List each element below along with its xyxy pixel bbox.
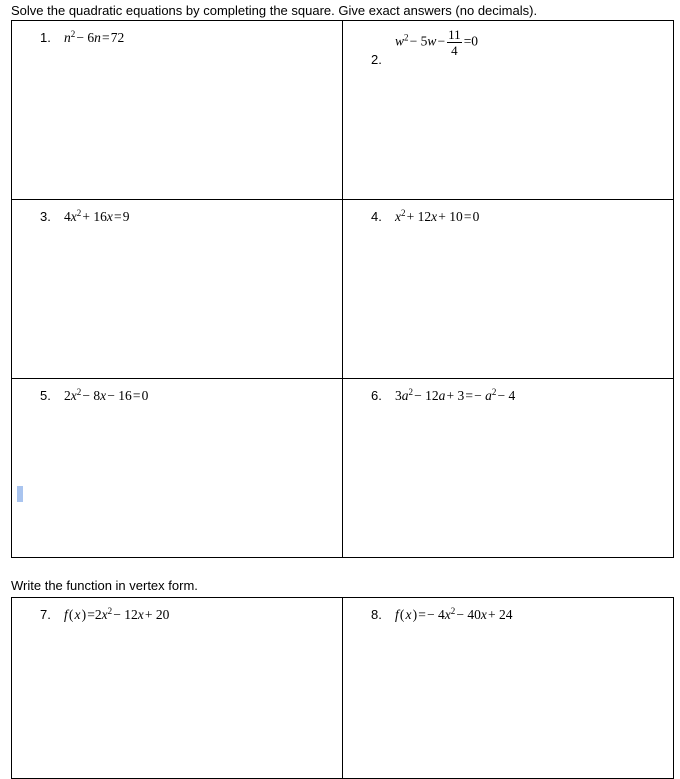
problem-number: 2.	[371, 52, 382, 67]
problem-number: 3.	[40, 209, 51, 224]
instructions-solve: Solve the quadratic equations by completing the square. Give exact answers (no decimals).	[11, 3, 538, 18]
text-cursor	[17, 486, 23, 502]
problem-cell-2[interactable]	[343, 21, 674, 200]
problem-cell-3[interactable]	[12, 200, 343, 379]
problem-cell-1[interactable]	[12, 21, 343, 200]
problem-cell-4[interactable]	[343, 200, 674, 379]
problem-equation: f ( x ) = − $4x^2$ − 40x + 24	[395, 606, 513, 622]
problem-cell-6[interactable]	[343, 379, 674, 558]
problem-equation: $3a^2$ − 12a + 3 = − $a^2$ − 4	[395, 387, 516, 403]
problem-grid-2	[11, 597, 674, 779]
problem-equation: $w^2$ − 5w − $\frac{11}{4}$ =0	[395, 27, 479, 58]
problem-cell-5[interactable]	[12, 379, 343, 558]
problem-cell-7[interactable]	[12, 598, 343, 779]
problem-equation: f ( x ) $=2x^2$ − 12x + 20	[64, 606, 170, 622]
fraction: $\frac{11}{4}$	[448, 27, 461, 58]
problem-number: 5.	[40, 388, 51, 403]
problem-equation: $2x^2$ − 8x − 16 = 0	[64, 387, 149, 403]
instructions-vertex: Write the function in vertex form.	[11, 578, 198, 593]
problem-grid-1	[11, 20, 674, 558]
problem-number: 7.	[40, 607, 51, 622]
problem-number: 4.	[371, 209, 382, 224]
problem-number: 1.	[40, 30, 51, 45]
problem-equation: $x^2$ + 12x + 10 = 0	[395, 208, 480, 224]
problem-equation: $4x^2$ + 16x = 9	[64, 208, 130, 224]
problem-equation: $n^2$ − 6n = 72	[64, 29, 125, 45]
problem-cell-8[interactable]	[343, 598, 674, 779]
problem-number: 6.	[371, 388, 382, 403]
problem-number: 8.	[371, 607, 382, 622]
